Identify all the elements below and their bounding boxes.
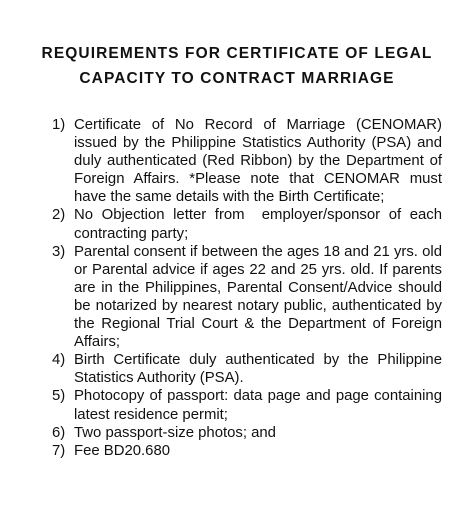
requirement-number: 7): [52, 442, 66, 459]
requirement-number: 3): [52, 243, 66, 260]
title-line-2: CAPACITY TO CONTRACT MARRIAGE: [79, 70, 395, 87]
requirement-item-7: [52, 442, 442, 460]
requirement-text: Two passport-size photos; and: [74, 424, 276, 441]
requirement-item-5: [52, 387, 442, 423]
requirement-text: Fee BD20.680: [74, 442, 171, 459]
requirements-list: [52, 116, 447, 460]
requirement-item-1: [52, 116, 442, 206]
title-line-1: REQUIREMENTS FOR CERTIFICATE OF LEGAL: [41, 45, 433, 62]
requirement-item-4: [52, 351, 442, 387]
requirement-number: 6): [52, 424, 66, 441]
requirement-number: 1): [52, 117, 66, 133]
document-title: [20, 41, 454, 91]
requirement-text: Parental consent if between the ages 18 and 21 yrs. old or Parental advice if ages 22 and 25 yrs. old. If parents are in the Philippines, Parental Consent/Advice should be notarized by nearest notary public, authenticated by the Regional Trial Court & the Department of Foreign Affairs;: [74, 243, 442, 351]
requirement-number: 2): [52, 207, 66, 224]
requirement-text: Photocopy of passport: data page and page containing latest residence permit;: [74, 388, 442, 423]
requirement-text: No Objection letter from employer/sponsor of each contracting party;: [74, 207, 447, 242]
requirement-number: 4): [52, 352, 66, 369]
requirement-item-6: [52, 424, 442, 442]
requirement-text: Certificate of No Record of Marriage (CENOMAR) issued by the Philippine Statistics Authority (PSA) and duly authenticated (Red Ribbon) by the Department of Foreign Affairs. *Please note that CENOMAR must have the same details with the Birth Certificate;: [74, 117, 442, 206]
requirement-number: 5): [52, 388, 66, 405]
requirement-item-3: [52, 243, 442, 352]
requirement-item-2: [52, 206, 447, 242]
requirement-text: Birth Certificate duly authenticated by the Philippine Statistics Authority (PSA).: [74, 352, 442, 387]
